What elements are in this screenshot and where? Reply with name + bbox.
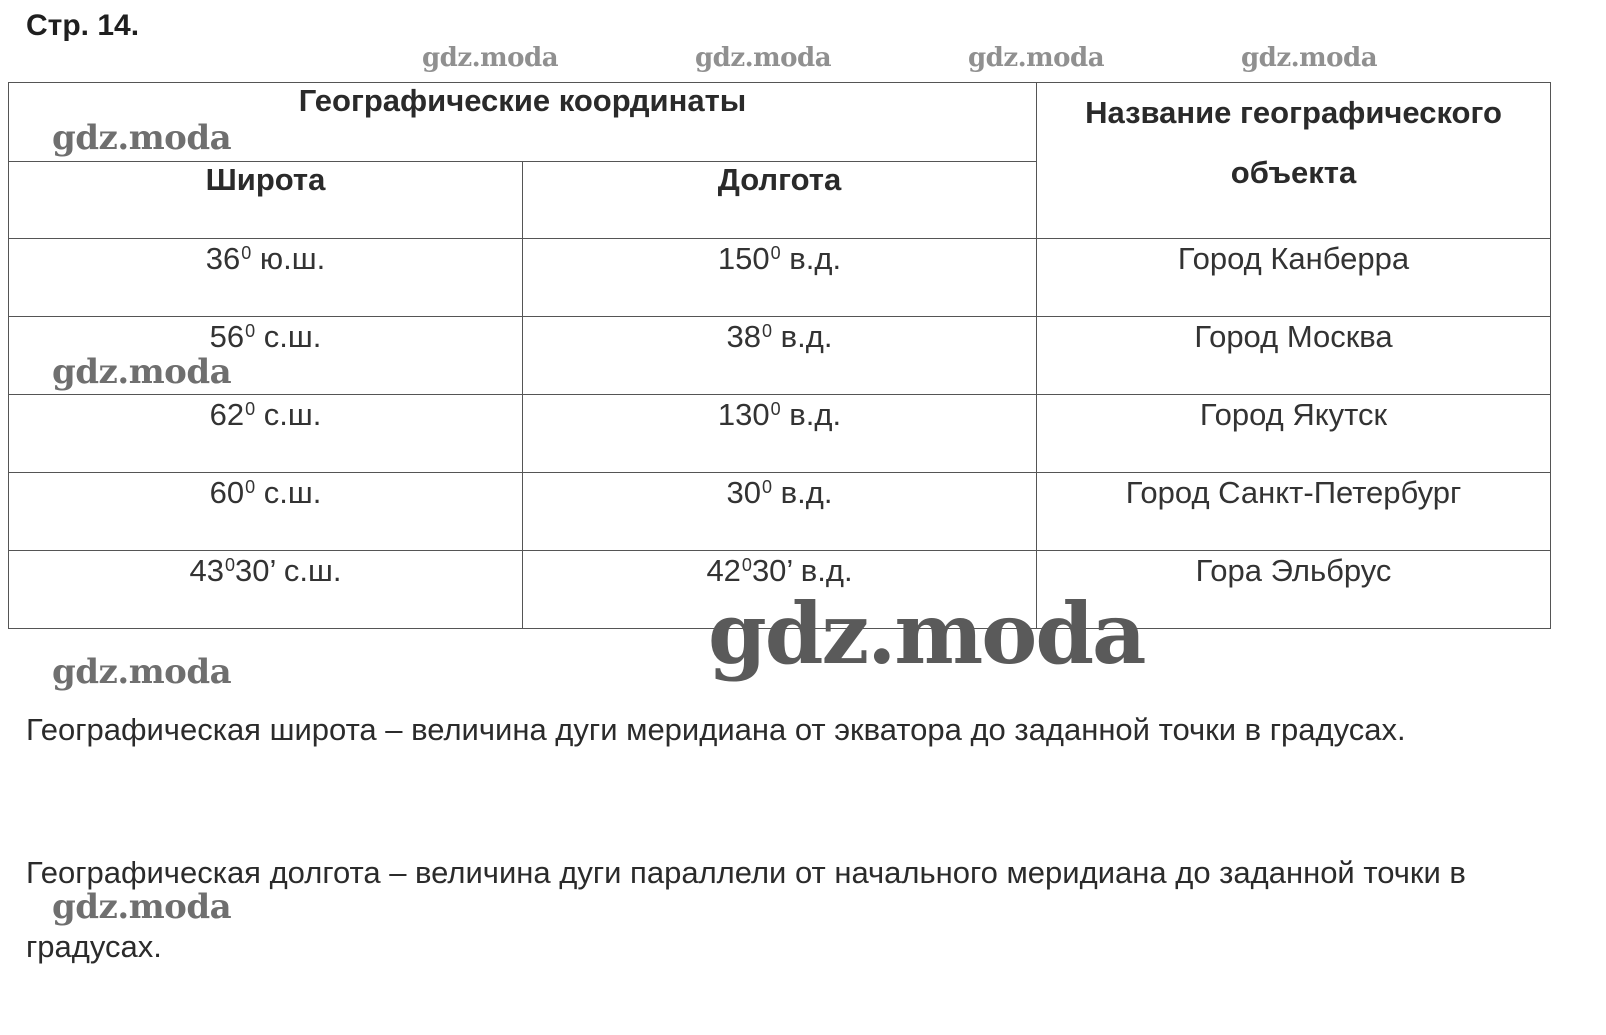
watermark: gdz.moda xyxy=(52,352,232,392)
longitude-cell: $150^0$ в.д. xyxy=(523,239,1037,317)
object-cell: Город Москва xyxy=(1037,317,1551,395)
table-row xyxy=(9,317,1551,395)
header-object-name: Название географического объекта xyxy=(1037,83,1551,239)
latitude-cell: $36^0$ ю.ш. xyxy=(9,239,523,317)
watermark: gdz.moda xyxy=(422,43,559,73)
header-latitude: Широта xyxy=(9,162,523,239)
latitude-definition: Географическая широта – величина дуги меридиана от экватора до заданной точки в градусах. xyxy=(26,712,1406,747)
latitude-cell: $62^0$ с.ш. xyxy=(9,395,523,473)
watermark: gdz.moda xyxy=(695,43,832,73)
object-cell: Город Санкт-Петербург xyxy=(1037,473,1551,551)
table-header-row xyxy=(9,83,1551,162)
header-longitude: Долгота xyxy=(523,162,1037,239)
watermark: gdz.moda xyxy=(52,887,232,927)
watermark: gdz.moda xyxy=(52,118,232,158)
table-row xyxy=(9,395,1551,473)
latitude-cell: $43^030$’ с.ш. xyxy=(9,551,523,629)
coordinates-table xyxy=(8,82,1551,629)
watermark-large: gdz.moda xyxy=(708,584,1145,683)
object-cell: Город Якутск xyxy=(1037,395,1551,473)
longitude-definition: Географическая долгота – величина дуги параллели от начального меридиана до заданной точки в градусах. xyxy=(26,855,1466,964)
watermark: gdz.moda xyxy=(1241,43,1378,73)
longitude-cell: $30^0$ в.д. xyxy=(523,473,1037,551)
object-cell: Город Канберра xyxy=(1037,239,1551,317)
longitude-cell: $130^0$ в.д. xyxy=(523,395,1037,473)
table-row xyxy=(9,473,1551,551)
page-title: Стр. 14. xyxy=(26,9,140,42)
watermark: gdz.moda xyxy=(52,652,232,692)
watermark: gdz.moda xyxy=(968,43,1105,73)
longitude-cell: $42^030$’ в.д. xyxy=(523,551,1037,629)
latitude-cell: $56^0$ с.ш. xyxy=(9,317,523,395)
table-row xyxy=(9,239,1551,317)
header-coordinates: Географические координаты xyxy=(9,83,1037,162)
latitude-cell: $60^0$ с.ш. xyxy=(9,473,523,551)
object-cell: Гора Эльбрус xyxy=(1037,551,1551,629)
longitude-cell: $38^0$ в.д. xyxy=(523,317,1037,395)
